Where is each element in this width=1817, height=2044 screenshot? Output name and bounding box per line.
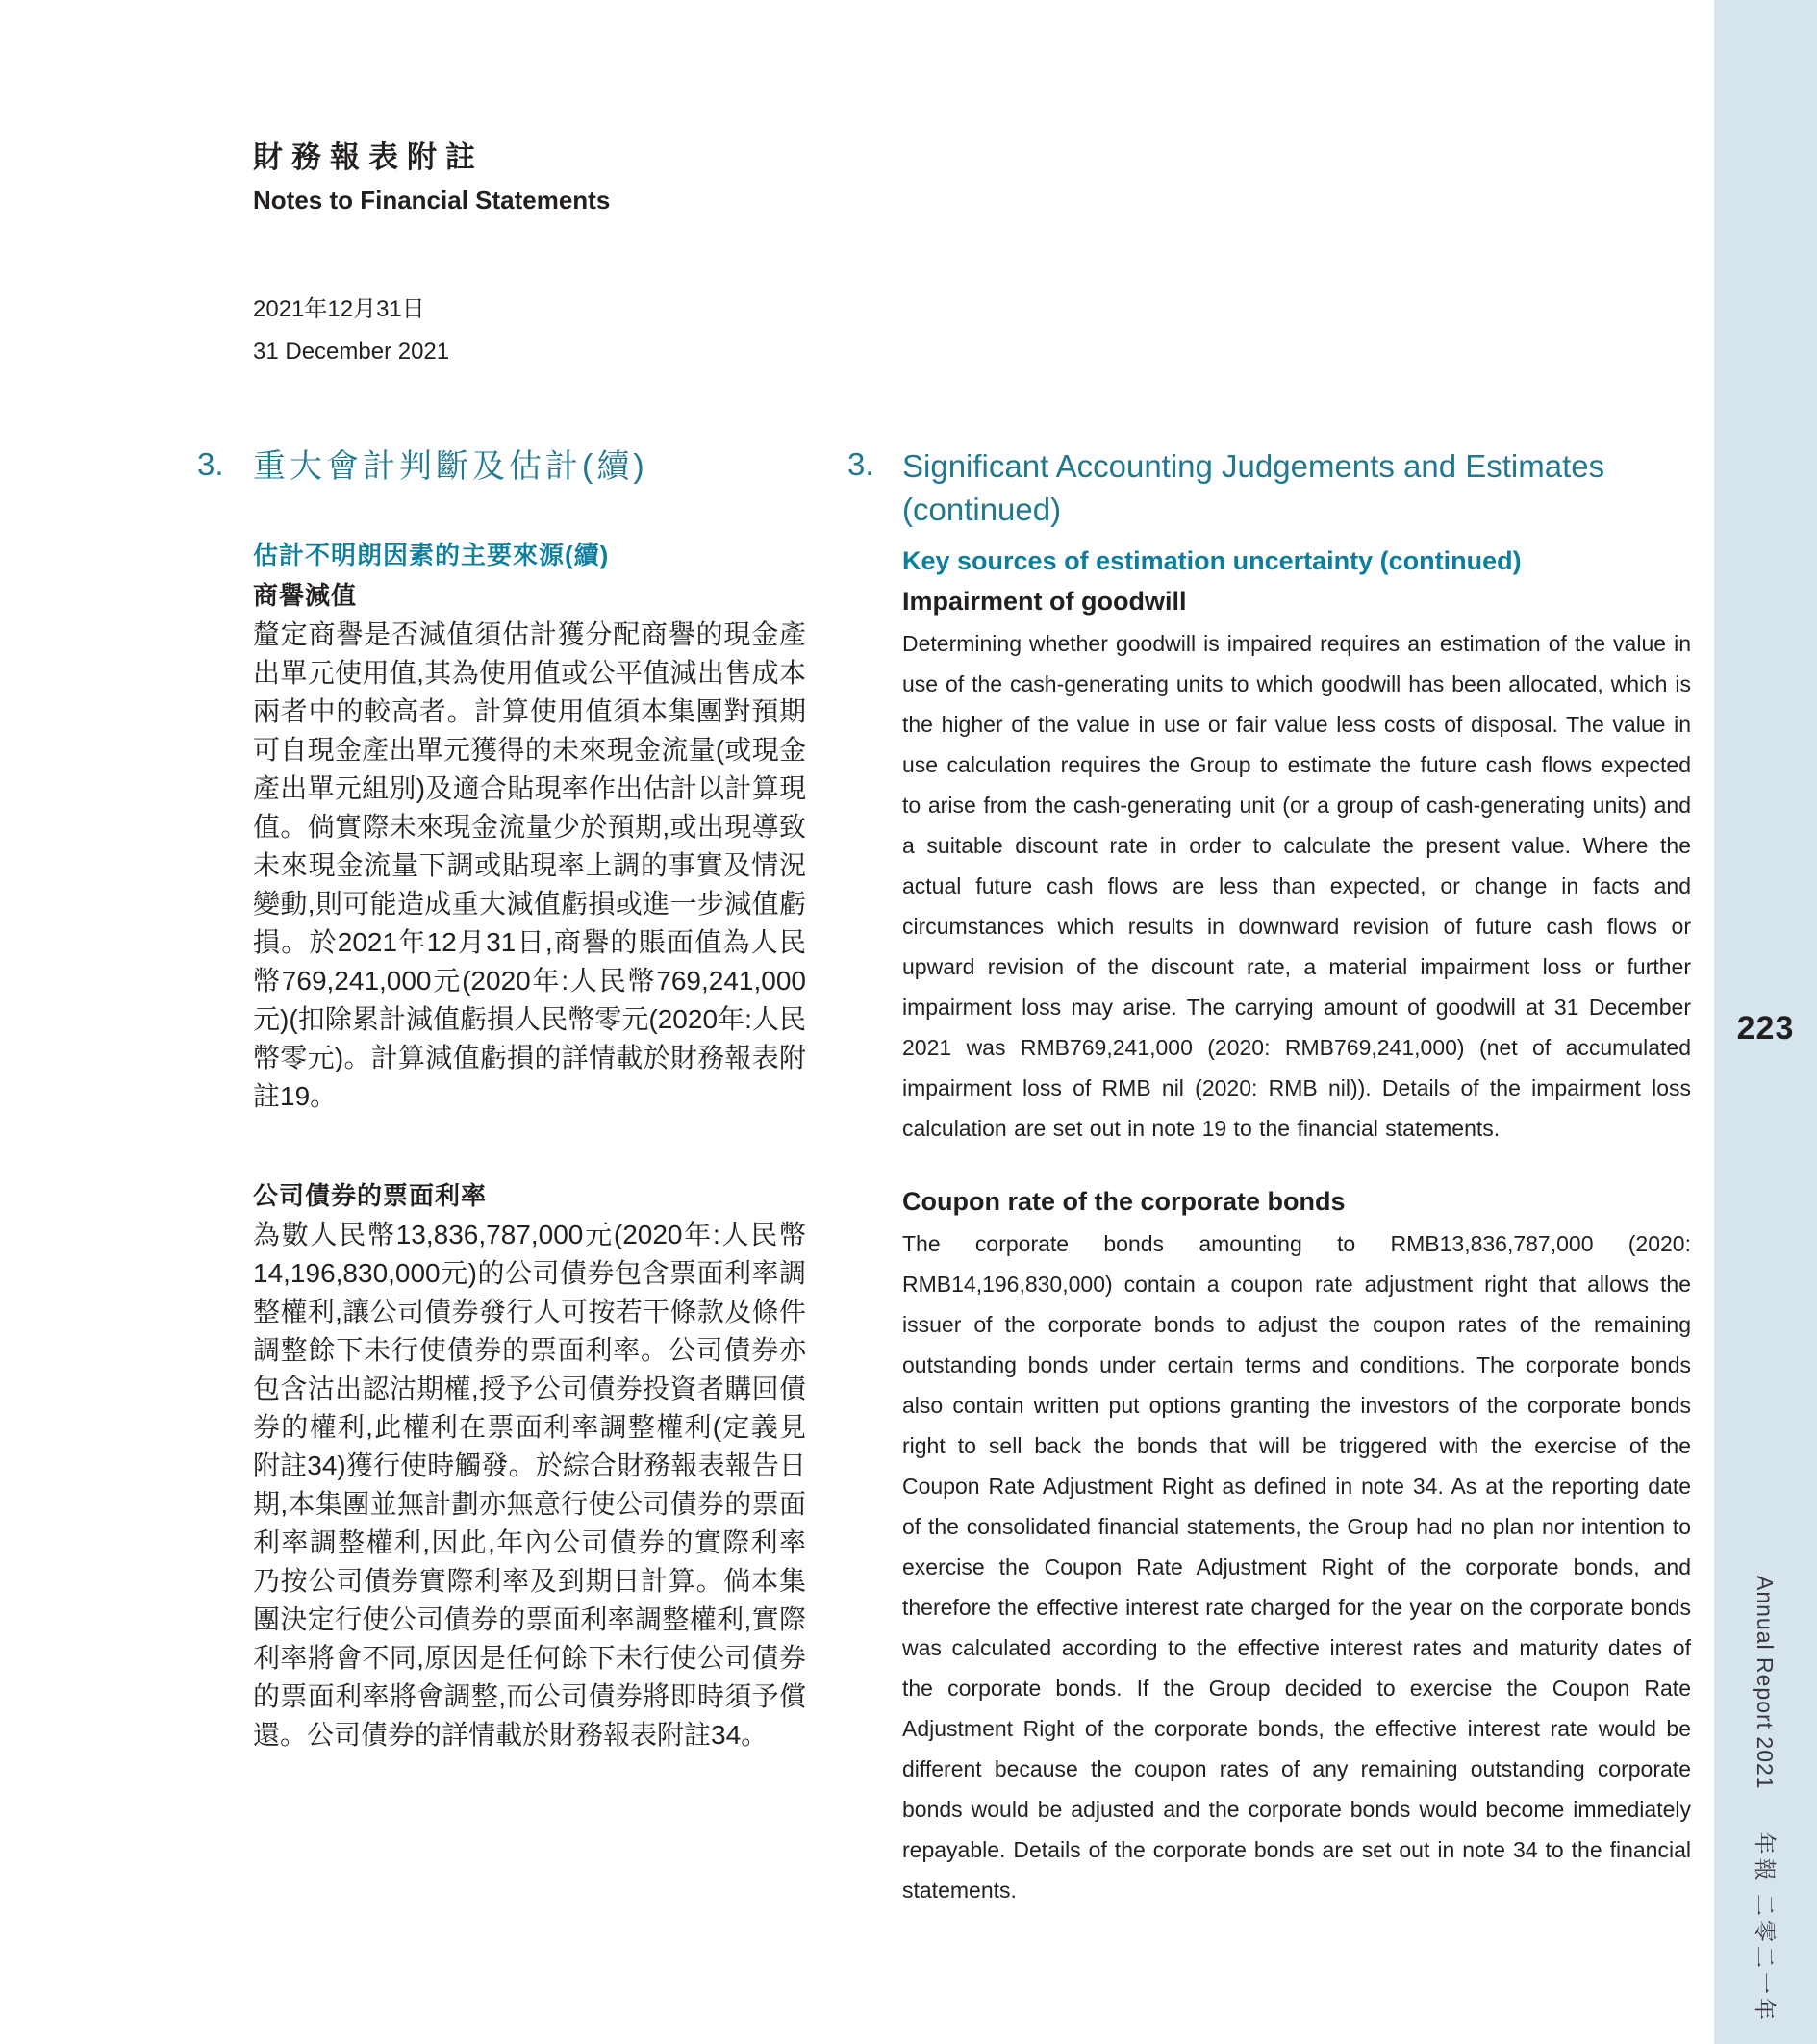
section-heading-zh: 重大會計判斷及估計(續) [253, 448, 648, 485]
goodwill-body-zh: 釐定商譽是否減值須估計獲分配商譽的現金產出單元使用值,其為使用值或公平值減出售成本兩者中的較高者。計算使用值須本集團對預期可自現金產出單元獲得的未來現金流量(或現金產出單元組別)及適合貼現率作出估計以計算現值。倘實際未來現金流量少於預期,或出現導致未來現金流量下調或貼現率上調的事實及情況變動,則可能造成重大減值虧損或進一步減值虧損。於2021年12月31日,商譽的賬面值為人民幣769,241,000元(2020年:人民幣769,241,000元)(扣除累計減值虧損人民幣零元(2020年:人民幣零元)。計算減值虧損的詳情載於財務報表附註19。 [253, 619, 806, 1111]
report-title-zh: 財務報表附註 [253, 140, 484, 175]
bonds-body-en: The corporate bonds amounting to RMB13,836,787,000 (2020: RMB14,196,830,000) contain a coupon rate adjustment right that allows the issuer of the corporate bonds to adjust the coupon rates of the remaining outstanding bonds under certain terms and conditions. The corporate bonds also contain written put options granting the investors of the corporate bonds right to sell back the bonds that will be triggered with the exercise of the Coupon Rate Adjustment Right as defined in note 34. As at the reporting date of the consolidated financial statements, the Group had no plan nor intention to exercise the Coupon Rate Adjustment Right of the corporate bonds, and therefore the effective interest rate charged for the year on the corporate bonds was calculated according to the effective interest rates and maturity dates of the corporate bonds. If the Group decided to exercise the Coupon Rate Adjustment Right of the corporate bonds, the effective interest rate would be different because the coupon rates of any remaining outstanding corporate bonds would be adjusted and the corporate bonds would become immediately repayable. Details of the corporate bonds are set out in note 34 to the financial statements. [902, 1231, 1691, 1903]
page-number: 223 [1736, 1010, 1795, 1047]
annual-report-label-en: Annual Report 2021 [1753, 1576, 1778, 1790]
subsection-heading-en: Key sources of estimation uncertainty (continued) [902, 546, 1522, 575]
report-date [253, 294, 449, 367]
subsection-heading-zh: 估計不明朗因素的主要來源(續) [253, 541, 610, 569]
goodwill-body-en: Determining whether goodwill is impaired requires an estimation of the value in use of the cash-generating units to which goodwill has been allocated, which is the higher of the value in use or fair value less costs of disposal. The value in use calculation requires the Group to estimate the future cash flows expected to arise from the cash-generating unit (or a group of cash-generating units) and a suitable discount rate in order to calculate the present value. Where the actual future cash flows are less than expected, or change in facts and circumstances which results in downward revision of future cash flows or upward revision of the discount rate, a material impairment loss or further impairment loss may arise. The carrying amount of goodwill at 31 December 2021 was RMB769,241,000 (2020: RMB769,241,000) (net of accumulated impairment loss of RMB nil (2020: RMB nil)). Details of the impairment loss calculation are set out in note 19 to the financial statements. [902, 631, 1691, 1141]
report-date-en: 31 December 2021 [253, 339, 450, 365]
bonds-title-en: Coupon rate of the corporate bonds [902, 1187, 1346, 1216]
bonds-title-zh: 公司債券的票面利率 [253, 1181, 488, 1210]
report-date-zh: 2021年12月31日 [253, 296, 425, 322]
bonds-body-zh: 為數人民幣13,836,787,000元(2020年:人民幣14,196,830,000元)的公司債券包含票面利率調整權利,讓公司債券發行人可按若干條款及條件調整餘下未行使債券的票面利率。公司債券亦包含沽出認沽期權,授予公司債券投資者購回債券的權利,此權利在票面利率調整權利(定義見附註34)獲行使時觸發。於綜合財務報表報告日期,本集團並無計劃亦無意行使公司債券的票面利率調整權利,因此,年內公司債券的實際利率乃按公司債券實際利率及到期日計算。倘本集團決定行使公司債券的票面利率調整權利,實際利率將會不同,原因是任何餘下未行使公司債券的票面利率將會調整,而公司債券將即時須予償還。公司債券的詳情載於財務報表附註34。 [253, 1220, 806, 1750]
section-number-left: 3. [197, 446, 224, 482]
section-heading-en: Significant Accounting Judgements and Estimates (continued) [902, 448, 1605, 527]
annual-report-vertical-label [1751, 1576, 1782, 2024]
annual-report-label-zh: 年報 二零二一年 [1753, 1831, 1778, 2024]
column-chinese [253, 444, 806, 1754]
report-title-en: Notes to Financial Statements [253, 186, 611, 214]
goodwill-title-zh: 商譽減值 [253, 581, 358, 610]
section-number-right: 3. [847, 446, 874, 482]
goodwill-title-en: Impairment of goodwill [902, 587, 1187, 616]
column-english [902, 444, 1691, 1910]
page-header [253, 133, 610, 215]
